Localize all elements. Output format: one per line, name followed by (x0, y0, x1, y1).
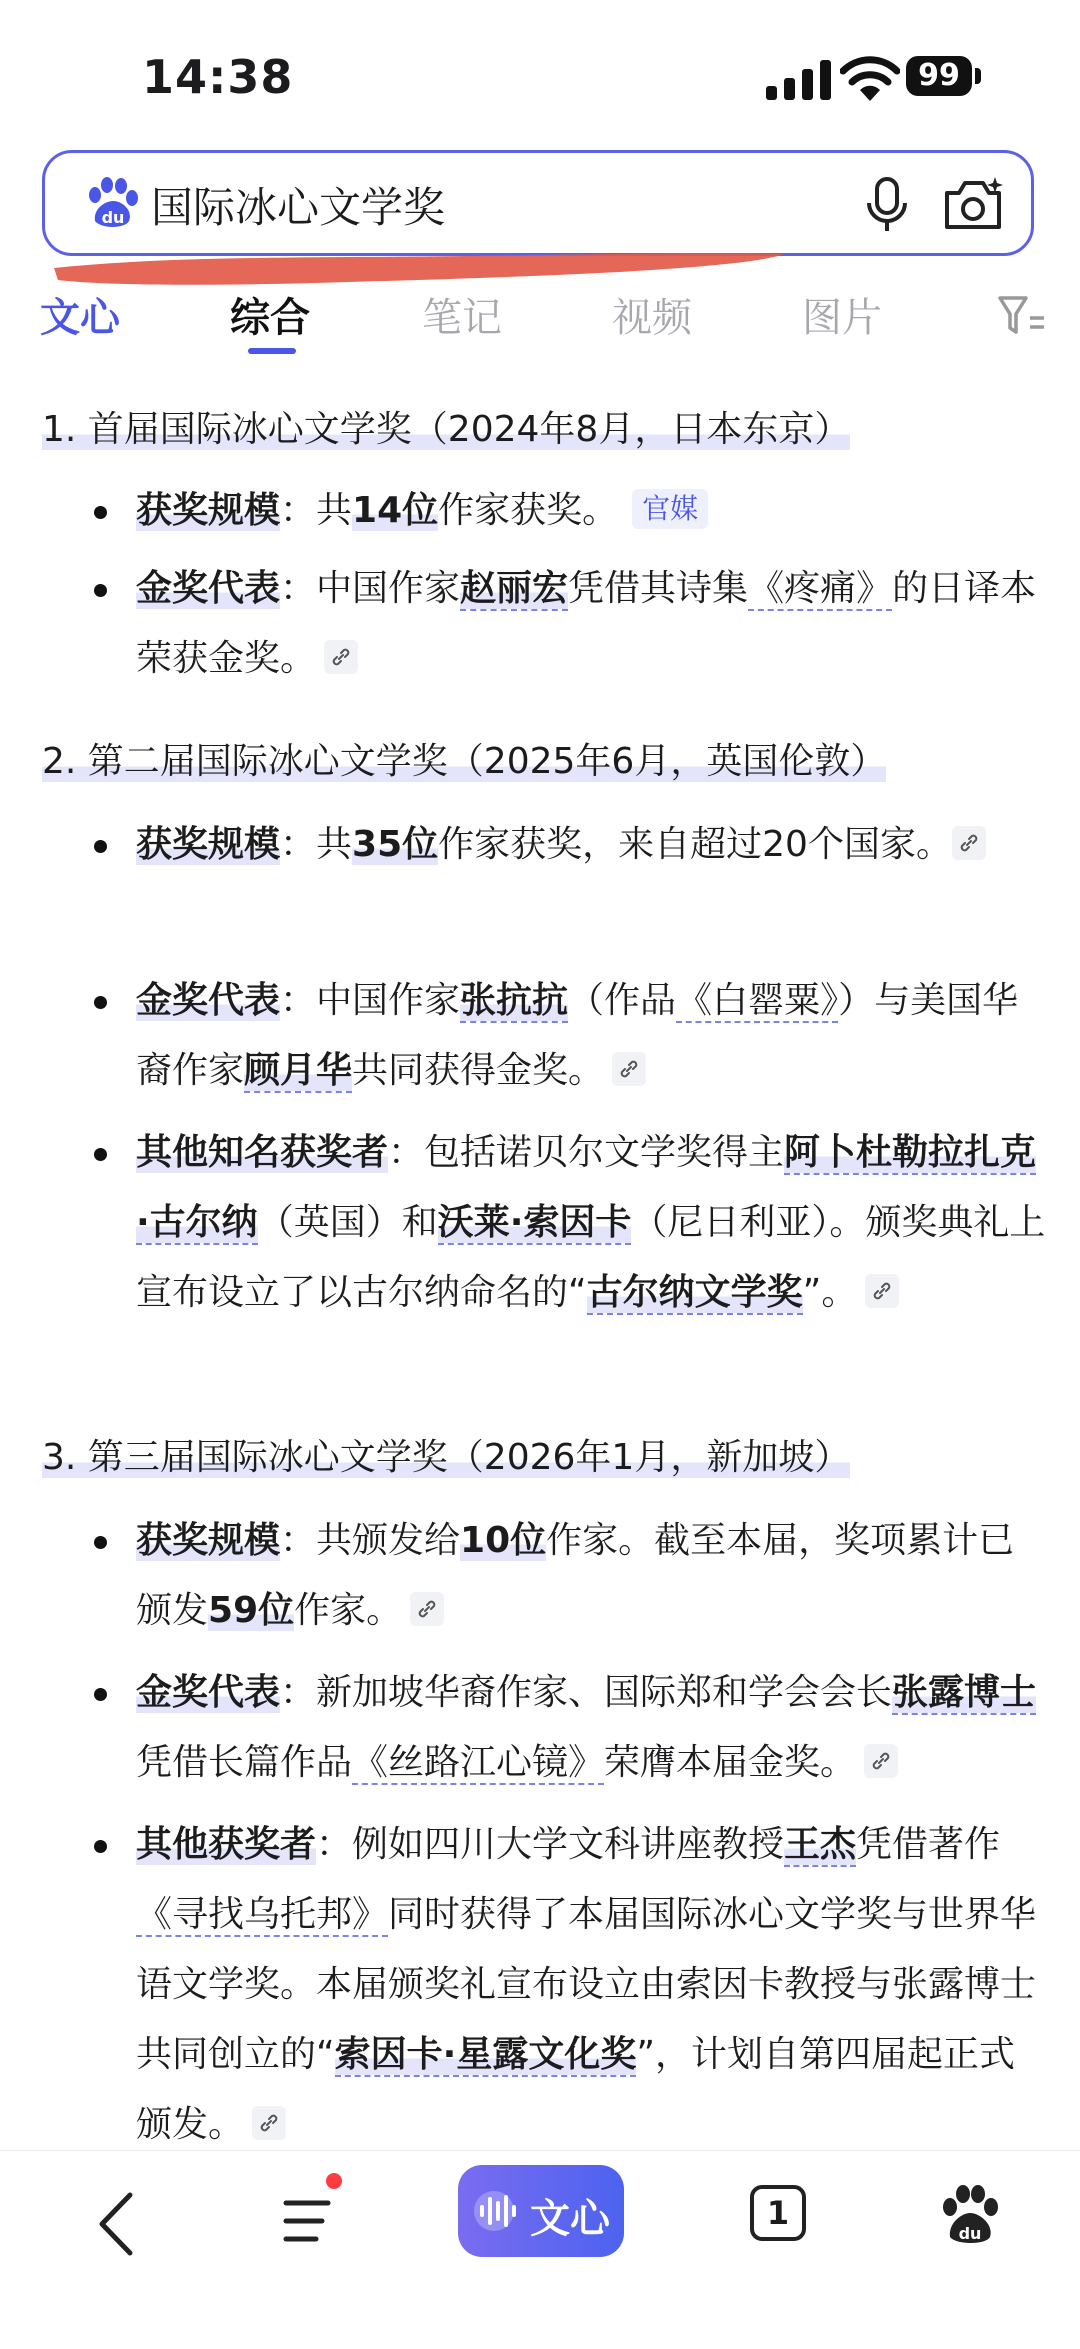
open-tabs-count-button[interactable]: 1 (750, 2185, 806, 2241)
svg-text:du: du (101, 208, 125, 227)
tab-videos[interactable]: 视频 (612, 295, 692, 341)
wifi-icon (840, 55, 900, 103)
search-box[interactable] (42, 150, 1034, 256)
official-media-badge[interactable]: 官媒 (632, 489, 708, 529)
section-heading: 2. 第二届国际冰心文学奖（2025年6月，英国伦敦） (42, 741, 887, 782)
bottom-navigation (0, 2150, 1080, 2349)
list-item: 其他知名获奖者：包括诺贝尔文学奖得主阿卜杜勒拉扎克·古尔纳（英国）和沃莱·索因卡（尼日利亚）。颁奖典礼上宣布设立了以古尔纳命名的“古尔纳文学奖”。 (96, 1118, 1046, 1328)
status-time: 14:38 (142, 50, 294, 104)
list-item: 金奖代表：中国作家赵丽宏凭借其诗集《疼痛》的日译本荣获金奖。 (96, 554, 1046, 694)
tab-wenxin[interactable]: 文心 (40, 295, 120, 341)
source-link-icon[interactable] (864, 1744, 898, 1778)
tab-notes[interactable]: 笔记 (422, 295, 502, 341)
status-bar (0, 0, 1080, 150)
list-item: 金奖代表：新加坡华裔作家、国际郑和学会会长张露博士凭借长篇作品《丝路江心镜》荣膺本届金奖。 (96, 1658, 1046, 1798)
source-link-icon[interactable] (865, 1274, 899, 1308)
voice-wave-icon (472, 2189, 524, 2233)
list-item: 金奖代表：中国作家张抗抗（作品《白罂粟》）与美国华裔作家顾月华共同获得金奖。 (96, 966, 1046, 1106)
baidu-paw-logo-icon (81, 173, 141, 233)
active-tab-underline (248, 348, 296, 354)
wenxin-label: 文心 (530, 2196, 610, 2242)
wenxin-assistant-button[interactable] (458, 2165, 624, 2257)
back-arrow-icon[interactable] (96, 2191, 136, 2257)
result-tabs (0, 280, 1080, 360)
tab-images[interactable]: 图片 (802, 295, 882, 341)
menu-list-icon[interactable] (278, 2191, 340, 2251)
svg-text:du: du (958, 2224, 982, 2243)
source-link-icon[interactable] (612, 1052, 646, 1086)
list-item: 获奖规模：共颁发给10位作家。截至本届，奖项累计已颁发59位作家。 (96, 1506, 1046, 1646)
source-link-icon[interactable] (252, 2106, 286, 2140)
microphone-icon[interactable] (863, 177, 911, 233)
battery-icon: 99 (906, 56, 972, 96)
battery-tip (975, 68, 981, 84)
section-heading: 1. 首届国际冰心文学奖（2024年8月，日本东京） (42, 409, 851, 450)
list-item: 获奖规模：共35位作家获奖，来自超过20个国家。 (96, 810, 1046, 880)
baidu-paw-icon[interactable] (940, 2183, 1000, 2247)
notification-dot (326, 2173, 342, 2189)
source-link-icon[interactable] (324, 640, 358, 674)
list-item: 其他获奖者：例如四川大学文科讲座教授王杰凭借著作《寻找乌托邦》同时获得了本届国际冰心文学奖与世界华语文学奖。本届颁奖礼宣布设立由索因卡教授与张露博士共同创立的“索因卡·星露文化奖”，计划自第四届起正式颁发。 (96, 1810, 1046, 2160)
search-input[interactable] (149, 171, 753, 239)
section-heading: 3. 第三届国际冰心文学奖（2026年1月，新加坡） (42, 1437, 851, 1478)
source-link-icon[interactable] (952, 826, 986, 860)
source-link-icon[interactable] (410, 1592, 444, 1626)
filter-icon[interactable] (996, 294, 1046, 336)
list-item: 获奖规模：共14位作家获奖。 官媒 (96, 476, 1046, 546)
cellular-signal-icon (766, 58, 834, 100)
tab-all[interactable]: 综合 (230, 295, 310, 341)
camera-search-icon[interactable] (941, 175, 1007, 233)
